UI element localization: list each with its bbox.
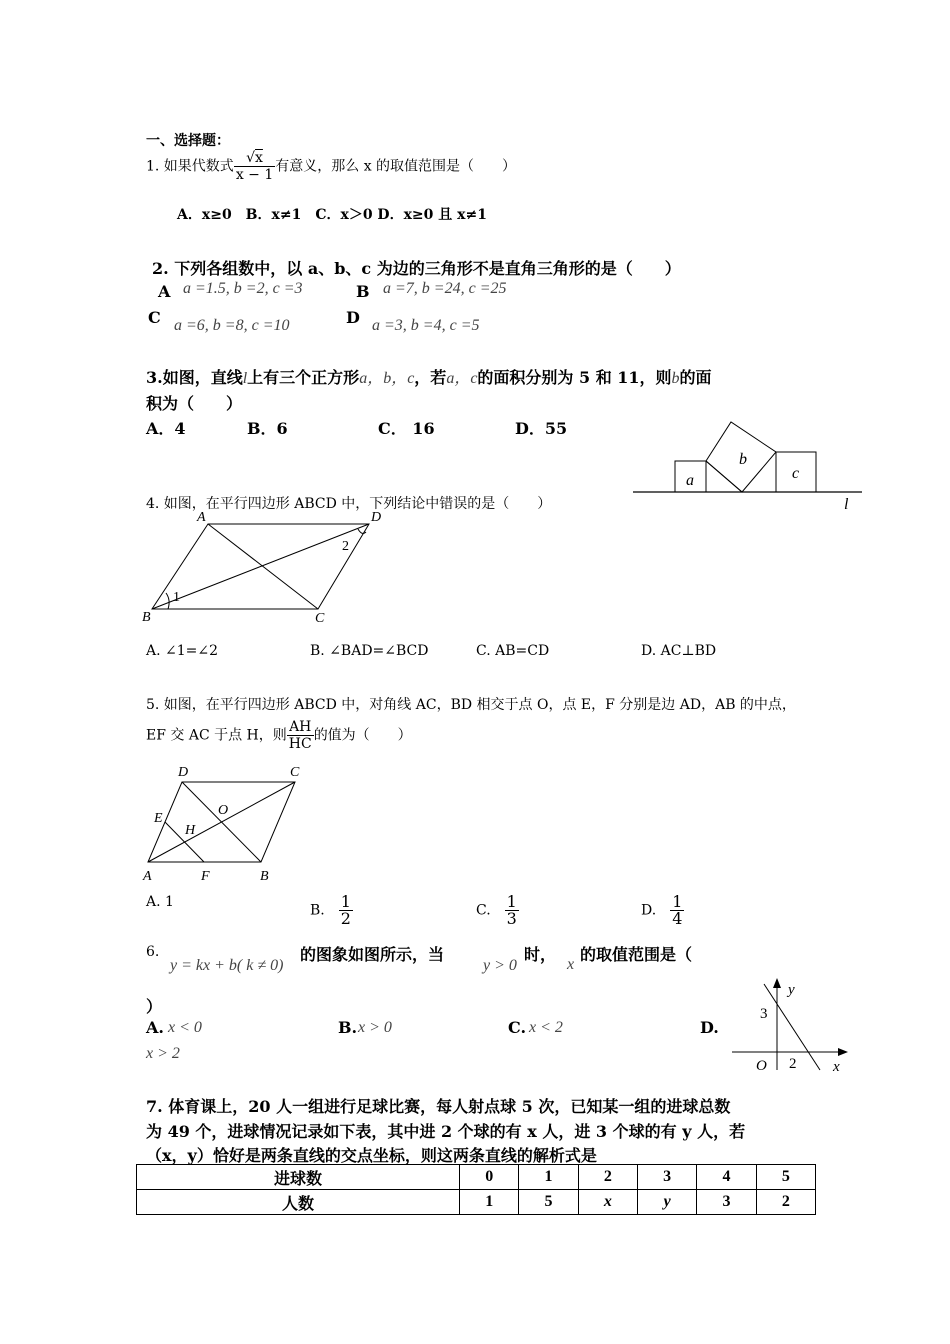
q5-opt-c: C. $\frac{1}{3}$ xyxy=(476,892,517,928)
vertex-c: C xyxy=(315,611,325,626)
q5-parallelogram-figure xyxy=(138,760,313,885)
q5-line1: 5. 如图，在平行四边形 ABCD 中，对角线 AC，BD 相交于点 O，点 E，F 分别是边 AD，AB 的中点， xyxy=(146,697,796,713)
q6-text1: 的图象如图所示，当 xyxy=(300,945,445,964)
q6-opt-d-label: D. xyxy=(700,1018,719,1037)
table-cell: 5 xyxy=(519,1190,578,1215)
q6-graph-figure xyxy=(730,972,850,1076)
question-1 xyxy=(146,150,516,183)
diagonal-bd xyxy=(152,524,369,609)
vertex-b: B xyxy=(260,869,269,884)
q6-condition: y > 0 xyxy=(483,957,517,974)
label-2: 2 xyxy=(789,1056,797,1072)
q2-opt-b-expr: a =7, b =24, c =25 xyxy=(383,280,507,297)
table-cell: 进球数 xyxy=(137,1165,460,1190)
q4-stem: 4. 如图，在平行四边形 ABCD 中，下列结论中错误的是（ ） xyxy=(146,496,552,512)
q3-squares-figure xyxy=(630,415,865,515)
q6-close: ） xyxy=(146,997,163,1016)
q6-opt-c-label: C. xyxy=(508,1018,527,1037)
goals-table xyxy=(136,1164,816,1215)
q2-opt-a-expr: a =1.5, b =2, c =3 xyxy=(183,280,303,297)
label-b: b xyxy=(739,451,747,468)
label-origin: O xyxy=(756,1058,767,1074)
q6-opt-a: x < 0 xyxy=(168,1019,202,1036)
q2-opt-d-expr: a =3, b =4, c =5 xyxy=(372,317,480,334)
q4-opt-b: B. ∠BAD=∠BCD xyxy=(310,643,429,659)
q1-frac-denominator: x − 1 xyxy=(235,167,274,183)
q3-opt-c: C． 16 xyxy=(378,419,435,438)
point-o: O xyxy=(218,803,229,818)
label-x: x xyxy=(833,1059,840,1075)
q2-stem: 2. 下列各组数中，以 a、b、c 为边的三角形不是直角三角形的是（ ） xyxy=(152,259,681,278)
q6-expression: y = kx + b( k ≠ 0) xyxy=(170,957,284,974)
x-axis-arrow xyxy=(838,1048,848,1056)
vertex-c: C xyxy=(290,765,300,780)
table-cell: y xyxy=(638,1190,697,1215)
point-f: F xyxy=(201,869,210,884)
angle-1-label: 1 xyxy=(173,590,180,605)
q7-line1: 7. 体育课上，20 人一组进行足球比赛，每人射点球 5 次，已知某一组的进球总数 xyxy=(146,1097,731,1116)
table-cell: 1 xyxy=(460,1190,519,1215)
q6-opt-b-label: B. xyxy=(338,1018,358,1037)
q1-options: A．x≥0 B．x≠1 C．x＞0 D．x≥0 且 x≠1 xyxy=(177,207,487,223)
vertex-d: D xyxy=(371,510,382,525)
q3-opt-b: B．6 xyxy=(247,419,288,438)
q4-opt-a: A. ∠1=∠2 xyxy=(146,643,219,659)
q1-frac-numerator: √x xyxy=(234,150,275,167)
vertex-a: A xyxy=(143,869,152,884)
q6-text2: 时， xyxy=(524,945,557,964)
point-e: E xyxy=(154,811,163,826)
angle-1-arc xyxy=(166,593,169,609)
q6-text3: 的取值范围是（ xyxy=(580,945,693,964)
q5-opt-a: A. 1 xyxy=(146,894,174,910)
q4-opt-d: D. AC⊥BD xyxy=(641,643,717,659)
q5-opt-b: B. $\frac{1}{2}$ xyxy=(310,892,351,928)
q3-opt-a: A．4 xyxy=(146,419,186,438)
label-l: l xyxy=(844,496,849,513)
point-h: H xyxy=(185,823,196,838)
y-axis-arrow xyxy=(773,978,781,988)
q3-opt-d: D．55 xyxy=(515,419,568,438)
q6-opt-a-label: A. xyxy=(146,1018,164,1037)
table-cell: 2 xyxy=(756,1190,815,1215)
label-a: a xyxy=(686,472,694,489)
q5-opt-b-fraction: $\frac{1}{2}$ xyxy=(340,892,351,928)
q2-opt-c-label: C xyxy=(148,308,161,327)
label-3: 3 xyxy=(760,1006,768,1022)
table-header-row xyxy=(137,1165,816,1190)
q3-line1: 3.如图，直线l上有三个正方形a，b，c，若a，c的面积分别为 5 和 11，则b的面 xyxy=(146,368,712,387)
q5-opt-d: D. $\frac{1}{4}$ xyxy=(641,892,683,928)
label-c: c xyxy=(792,465,800,482)
q1-suffix: 有意义，那么 x 的取值范围是（ ） xyxy=(275,158,517,175)
q2-opt-d-label: D xyxy=(346,308,360,327)
q2-opt-a-label: A xyxy=(158,282,171,301)
vertex-a: A xyxy=(197,510,206,525)
table-cell: 4 xyxy=(697,1165,756,1190)
vertex-d: D xyxy=(178,765,189,780)
section-title: 一、选择题： xyxy=(146,133,230,149)
q4-parallelogram-figure xyxy=(138,508,398,626)
q4-opt-c: C. AB=CD xyxy=(476,643,550,659)
table-cell: 3 xyxy=(638,1165,697,1190)
diagonal-ac xyxy=(208,524,318,609)
q3-line2: 积为（ ） xyxy=(146,394,243,413)
q1-fraction xyxy=(234,150,275,183)
table-row xyxy=(137,1190,816,1215)
table-cell: 2 xyxy=(578,1165,637,1190)
q6-opt-b: x > 0 xyxy=(358,1019,392,1036)
q1-prefix: 1. 如果代数式 xyxy=(146,158,234,175)
label-y: y xyxy=(788,982,795,998)
q5-opt-c-fraction: $\frac{1}{3}$ xyxy=(506,892,517,928)
angle-2-label: 2 xyxy=(342,539,349,554)
table-cell: 1 xyxy=(519,1165,578,1190)
q2-opt-c-expr: a =6, b =8, c =10 xyxy=(174,317,290,334)
q2-opt-b-label: B xyxy=(356,282,370,301)
q6-var: x xyxy=(567,956,575,973)
q6-number: 6. xyxy=(146,944,160,960)
table-cell: 人数 xyxy=(137,1190,460,1215)
q6-opt-d: x > 2 xyxy=(146,1045,180,1062)
square-b-diagonal xyxy=(706,461,742,492)
q6-opt-c: x < 2 xyxy=(529,1019,563,1036)
diagonal-bd xyxy=(182,782,261,862)
table-cell: 0 xyxy=(460,1165,519,1190)
table-cell: 3 xyxy=(697,1190,756,1215)
vertex-b: B xyxy=(142,610,151,625)
q5-line2: EF 交 AC 于点 H，则 $\frac{AH}{HC}$ 的值为（ ） xyxy=(146,719,412,752)
q5-fraction: $\frac{AH}{HC}$ xyxy=(288,719,312,752)
table-cell: 5 xyxy=(756,1165,815,1190)
q5-opt-d-fraction: $\frac{1}{4}$ xyxy=(672,892,683,928)
table-cell: x xyxy=(578,1190,637,1215)
q7-line2: 为 49 个，进球情况记录如下表，其中进 2 个球的有 x 人，进 3 个球的有 y 人，若 xyxy=(146,1122,746,1141)
q7-line3: （x，y）恰好是两条直线的交点坐标，则这两条直线的解析式是 xyxy=(146,1146,597,1165)
